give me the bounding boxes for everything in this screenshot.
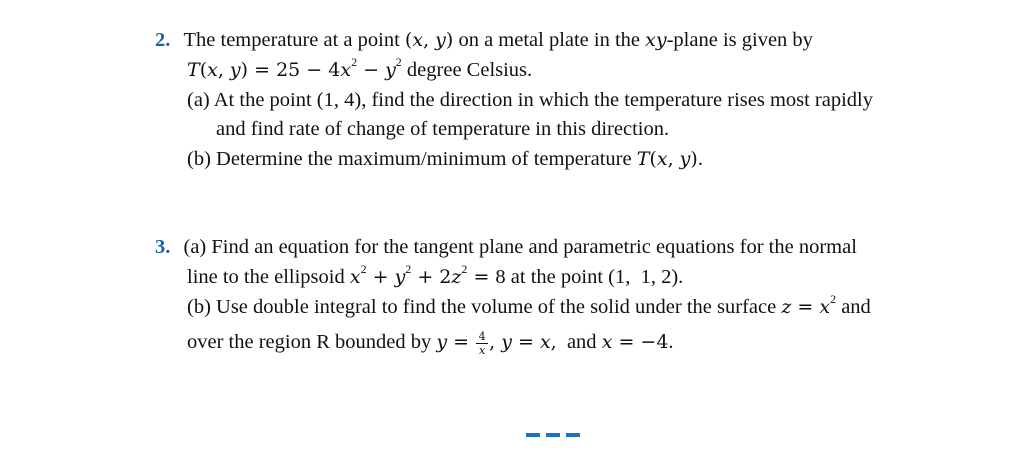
separator-dash xyxy=(526,433,540,437)
problem-2-part-b: (b) Determine the maximum/minimum of temperature T(x, y). xyxy=(187,148,703,170)
problem-2-line-1: 2. The temperature at a point (x, y) on a metal plate in the xy-plane is given by xyxy=(155,29,813,51)
fraction-4-over-x: $\frac{4}{x}$ xyxy=(476,331,488,356)
problem-3-part-b-line-2: over the region R bounded by y = $\frac{4}{x}$ , y = x, and x = −4. xyxy=(187,329,674,357)
problem-3-number: 3. xyxy=(155,236,171,258)
problem-3-part-a-line-2: line to the ellipsoid $x^2 + y^2 + 2z^2 = 8$ at the point (1, 1, 2). xyxy=(187,262,684,288)
problem-3-part-a-line-1: 3. (a) Find an equation for the tangent plane and parametric equations for the normal xyxy=(155,236,857,258)
problem-3-part-b-line-1: (b) Use double integral to find the volume of the solid under the surface $z = x^2$ and xyxy=(187,292,871,318)
problem-2-number: 2. xyxy=(155,29,171,51)
section-separator xyxy=(526,433,580,437)
separator-dash xyxy=(566,433,580,437)
problem-2-line-2: T(x, $y) = 25 - 4x^2 - y^2$ degree Celsius. xyxy=(187,55,533,81)
separator-dash xyxy=(546,433,560,437)
problem-2-part-a-line-1: (a) At the point (1, 4), find the direction in which the temperature rises most rapidly xyxy=(187,89,873,111)
problem-2-part-a-line-2: and find rate of change of temperature in this direction. xyxy=(216,118,670,140)
